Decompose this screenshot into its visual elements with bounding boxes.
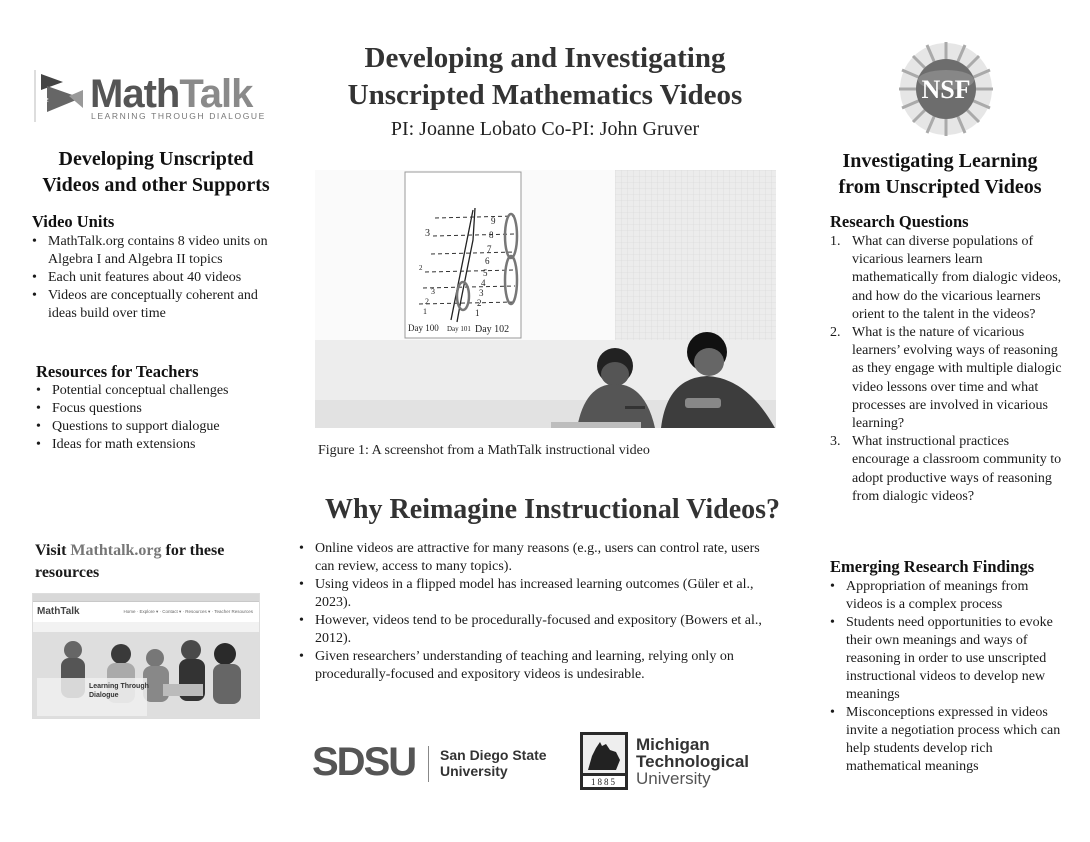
why-list [299,540,774,684]
figure-caption: Figure 1: A screenshot from a MathTalk instructional video [318,443,650,458]
svg-text:9: 9 [491,216,496,226]
resources-heading: Resources for Teachers [36,362,199,381]
mathtalk-logo-icon [33,68,85,124]
mtu-name: Michigan Technological University [636,735,750,788]
sdsu-name: San Diego State University [440,747,547,779]
findings-list [830,578,1068,776]
list-item: • However, videos tend to be procedurally-focused and expository (Bowers et al., 2012). [299,612,774,648]
site-nav-links: Home · Explore ▾ · Contact ▾ · Resources ▾ · Teacher Resources [123,609,253,614]
svg-text:2: 2 [477,298,482,308]
list-item: 3. What instructional practices encourage a classroom community to adopt productive ways of reasoning from dialogic videos? [830,434,1062,504]
svg-text:6: 6 [485,256,490,266]
mathtalk-logo-word: MathTalk [90,72,253,116]
svg-text:4: 4 [481,278,486,288]
list-item: • Each unit features about 40 videos [32,269,270,287]
website-screenshot [32,593,260,719]
svg-text:5: 5 [483,268,488,278]
video-units-list [32,233,270,323]
video-screenshot-figure [315,170,776,428]
svg-text:3: 3 [479,288,484,298]
svg-text:Day 100: Day 100 [408,323,439,333]
resources-list [36,382,276,454]
list-item: 1. What can diverse populations of vicarious learners learn mathematically from dialogic videos, and how do the vicarious learners orient to the talent in the videos? [830,234,1062,322]
svg-text:3: 3 [431,287,435,296]
svg-text:7: 7 [487,244,492,254]
title-line-2: Unscripted Mathematics Videos [347,79,743,111]
research-questions-list [830,233,1065,506]
sdsu-logo [312,738,552,788]
why-heading: Why Reimagine Instructional Videos? [324,494,781,525]
list-item: • Online videos are attractive for many reasons (e.g., users can control rate, users can review, access to many topics). [299,540,774,576]
list-item: • Ideas for math extensions [36,436,276,454]
svg-text:1: 1 [475,308,480,318]
svg-text:Day 102: Day 102 [475,324,510,335]
visit-text: Visit Mathtalk.org for these resources [35,542,225,581]
nsf-logo [897,40,995,138]
mathtalk-tagline: LEARNING THROUGH DIALOGUE [91,111,266,121]
list-item: • Using videos in a flipped model has increased learning outcomes (Güler et al., 2023). [299,576,774,612]
svg-text:2: 2 [425,297,429,306]
mathtalk-link[interactable]: Mathtalk.org [70,542,162,559]
svg-text:1: 1 [423,307,427,316]
list-item: • Potential conceptual challenges [36,382,276,400]
list-item: • Given researchers’ understanding of teaching and learning, relying only on procedurally-focused and expository videos is undesirable. [299,648,774,684]
site-hero [33,632,260,719]
poster-title [300,40,790,114]
list-item: • MathTalk.org contains 8 video units on Algebra I and Algebra II topics [32,233,270,269]
list-item: • Questions to support dialogue [36,418,276,436]
svg-text:1885: 1885 [591,777,617,787]
svg-text:2: 2 [419,264,423,272]
svg-text:NSF: NSF [921,75,971,104]
browser-bar [33,594,259,602]
video-units-heading: Video Units [32,212,115,231]
right-column-heading: Investigating Learning from Unscripted Videos [838,150,1042,198]
site-navbar [33,602,259,622]
svg-text:8: 8 [489,230,494,240]
investigators: PI: Joanne Lobato Co-PI: John Gruver [390,118,700,140]
mtu-logo [580,732,770,792]
list-item: • Videos are conceptually coherent and ideas build over time [32,287,270,323]
list-item: • Students need opportunities to evoke their own meanings and ways of reasoning in order to use unscripted instructional videos to develop new meanings [830,614,1068,704]
svg-text:Day 101: Day 101 [447,325,471,333]
research-questions-heading: Research Questions [830,212,969,231]
title-line-1: Developing and Investigating [364,42,726,74]
list-item: 2. What is the nature of vicarious learners’ evolving ways of reasoning as they engage with multiple dialogic video lessons over time and what processes are involved in vicarious learning? [830,325,1062,432]
svg-text:x²: x² [41,96,49,106]
list-item: • Focus questions [36,400,276,418]
findings-heading: Emerging Research Findings [830,557,1035,576]
left-column-heading: Developing Unscripted Videos and other Supports [42,148,270,196]
list-item: • Misconceptions expressed in videos invite a negotiation process which can help students develop rich mathematical meanings [830,704,1068,776]
list-item: • Appropriation of meanings from videos is a complex process [830,578,1068,614]
site-hero-text: Learning Through Dialogue [89,683,149,699]
site-logo: MathTalk [37,606,80,617]
svg-text:3: 3 [425,228,430,239]
sdsu-wordmark: SDSU [312,740,416,784]
husky-icon [580,732,628,790]
